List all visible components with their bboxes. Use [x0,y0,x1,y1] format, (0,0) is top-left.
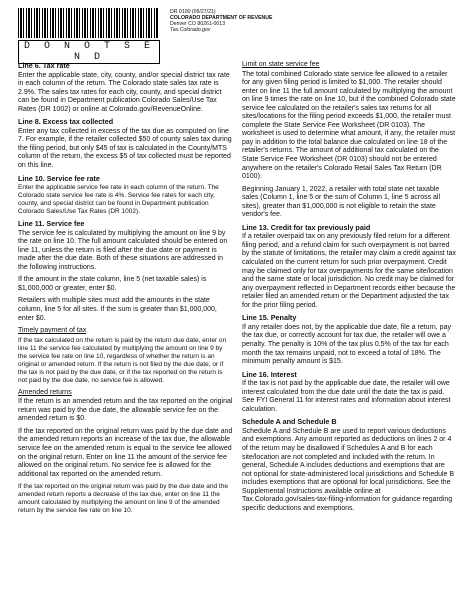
line11-text-3: Retailers with multiple sites must add the amounts in the state column, line 5 for all sites. If the sum is greater than $1,000,000, enter $0. [18,297,217,322]
line11-text-1: The service fee is calculated by multiplying the amount on line 9 by the rate on line 10. The full amount calculated should be entered on line 11, unless the return is filed after the due date or payment is made after the due date. Both of these situations are addressed in the following instructions. [18,229,228,271]
amended-returns-text-2: If the tax reported on the original return was paid by the due date and the amended return reports an increase of the tax due, the allowable service fee on the amended return is equal to the service fee allowed on the original return. Enter on line 11 the amount of the service fee allowed on the original return. No service fee is allowed for the additional tax reported on the amended return. [18,427,233,478]
department-name: COLORADO DEPARTMENT OF REVENUE [170,15,273,21]
timely-payment-heading: Timely payment of tax [18,327,87,335]
line6-text: Enter the applicable state, city, county, and/or special district tax rate in each column of the return. The Colorado state sales tax rate is 2.9%. The sales tax rates for each city, county, and special district can be found in Department publication Colorado Sales/Use Tax Rates (DR 1002) or online at Colorado.gov/RevenueOnline. [18,71,230,113]
line8-text: Enter any tax collected in excess of the tax due as computed on line 7. For example, if the retailer collected $50 of county sales tax during the filing period, but only $45 of tax is calculated in the County/MTS column of the return, the excess $5 of tax collected must be reported on this line. [18,127,232,170]
limit-service-fee-text-2: Beginning January 1, 2022, a retailer with total state net taxable sales (Column 1, line 5 or the sum of Column 1, line 5 across all sites), greater than $1,000,000 is not eligible to retain the state vendor's fee. [242,185,441,219]
department-website: Tax.Colorado.gov [170,27,211,33]
amended-returns-heading: Amended returns [18,388,72,396]
line10-heading: Line 10. Service fee rate [18,173,100,183]
line8-heading: Line 8. Excess tax collected [18,117,114,127]
schedule-text: Schedule A and Schedule B are used to report various deductions and exemptions. Any amount reported as deductions on lines 2 or 4 of the return may be disallowed if Schedules A and B for each site/location are not completed and included with the return. In general, Schedule A includes deductions and exemptions that are not optional for state-administered local jurisdictions and Schedule B includes exemptions that are optional for local jurisdictions. See the Supplemental Instructions available online at Tax.Colorado.gov/sales-tax-filing-information for guidance regarding specific deductions and exemptions. [242,427,455,512]
limit-service-fee-heading: Limit on state service fee [242,61,320,68]
barcode [18,8,158,38]
line15-text: If any retailer does not, by the applicable due date, file a return, pay the tax due, or correctly account for tax due, the retailer will owe a penalty. The penalty is 10% of the tax plus 0.5% of the tax for each month the tax remains unpaid, not to exceed a total of 18%. The minimum penalty amount is $15. [242,323,451,366]
line15-heading: Line 15. Penalty [242,313,297,323]
right-column [242,58,456,517]
line6-heading: Line 6. Tax rate [18,61,70,70]
line10-text: Enter the applicable service fee rate in each column of the return. The Colorado state service fee rate is 4%. Service fee rates for each city, county, and special district can be found in Department publication Colorado Sales/Use Tax Rates (DR 1002). [18,184,219,216]
line16-heading: Line 16. Interest [242,369,297,379]
form-id: DR 0100 (09/27/21) [170,9,216,15]
line13-heading: Line 13. Credit for tax previously paid [242,222,371,232]
line11-text-2: If the amount in the state column, line 5 (net taxable sales) is $1,000,000 or greater, enter $0. [18,276,207,292]
amended-returns-text-1: If the return is an amended return and the tax reported on the original return was paid by the due date, the allowable service fee on the amended return is $0. [18,398,233,423]
line11-heading: Line 11. Service fee [18,219,85,229]
line16-text: If the tax is not paid by the applicable due date, the retailer will owe interest calculated from the due date until the date the tax is paid. See FYI General 11 for interest rates and information about interest calculation. [242,380,451,413]
limit-service-fee-text-1: The total combined Colorado state service fee allowed to a retailer for any given filing period is limited to $1,000. The retailer should enter on line 11 the full amount calculated by multiplying the amount on line 9 times the rate on line 10, but if the combined Colorado state service fee calculated on the retailer's sales tax returns for all sites/locations for the filing period exceeds $1,000, the retailer must complete the State Service Fee Worksheet (DR 0103). The worksheet is used to determine what amount, if any, the retailer must pay in addition to the total balance due calculated on line 18 of the retailer's returns. The amount of additional tax calculated on the State Service Fee Worksheet (DR 0103) should not be entered anywhere on the retailer's Colorado Retail Sales Tax Return (DR 0100). [242,70,456,181]
form-header [170,9,273,33]
do-not-send-label: D O N O T S E N D [18,40,160,64]
schedule-heading: Schedule A and Schedule B [242,417,337,427]
department-address: Denver CO 80261-0013 [170,21,226,27]
line13-text: If a retailer overpaid tax on any previously filed return for a different filing period, and a refund claim for such overpayment is not barred by the statute of limitations, the retailer may claim a credit against tax calculated on the current return for such prior overpayment. Credit may be claimed only for tax overpayments for the same site/location and the same state or local jurisdiction. No credit may be claimed for any overpayment reflected in Department records either because the retailer filed an amended return or the Department adjusted the tax for the prior filing period. [242,233,456,309]
timely-payment-text: If the tax calculated on the return is paid by the return due date, enter on line 11 the service fee calculated by multiplying the amount on line 9 by the service fee rate on line 10, regardless of whether the return is an original or amended return. If the return is not filed by the due date, or if the tax is not paid by the due date, or if the tax reported on the return is not paid by the due date, no service fee is allowed. [18,336,227,384]
left-column [18,62,233,519]
amended-returns-text-3: If the tax reported on the original return was paid by the due date and the amended return reports a decrease of the tax due, enter on line 11 the amount calculated by multiplying the amount on line 9 of the amended return by the service fee rate on line 10. [18,483,228,515]
